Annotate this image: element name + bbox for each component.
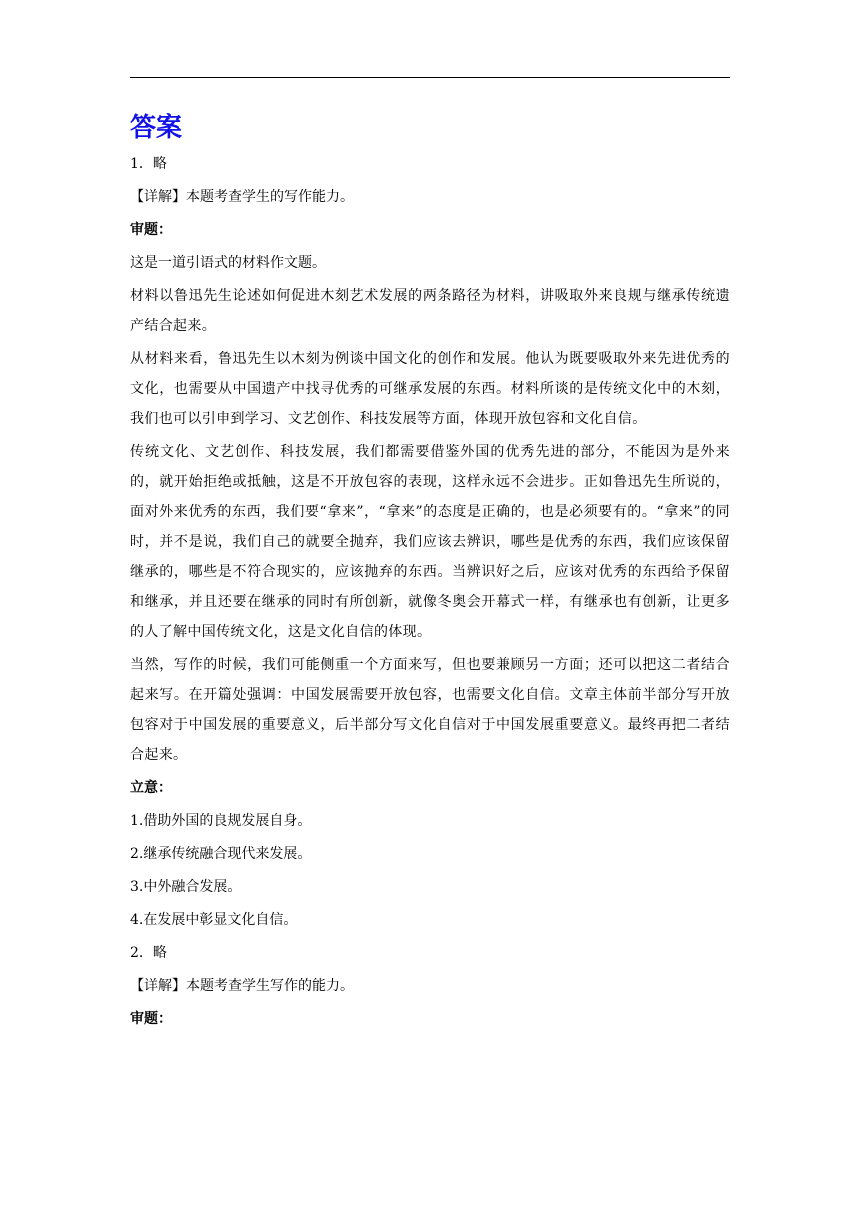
question-1-number: 1．略 [130, 156, 167, 172]
header-rule [130, 77, 730, 78]
question-2-review-label: 审题： [130, 1011, 172, 1027]
question-2-explanation: 【详解】本题考查学生写作的能力。 [130, 978, 354, 994]
question-1-explanation: 【详解】本题考查学生的写作能力。 [130, 189, 354, 205]
intent-item: 4.在发展中彰显文化自信。 [130, 912, 298, 928]
question-1-paragraph: 材料以鲁迅先生论述如何促进木刻艺术发展的两条路径为材料，讲吸取外来良规与继承传统遗产结合起来。 [130, 288, 730, 334]
page-content [130, 108, 730, 1037]
question-1-paragraph: 这是一道引语式的材料作文题。 [130, 255, 326, 271]
question-1-intent-label: 立意： [130, 780, 172, 796]
question-2-number: 2．略 [130, 945, 167, 961]
question-1-paragraph: 当然，写作的时候，我们可能侧重一个方面来写，但也要兼顾另一方面；还可以把这二者结合起来写。在开篇处强调：中国发展需要开放包容，也需要文化自信。文章主体前半部分写开放包容对于中国发展的重要意义，后半部分写文化自信对于中国发展重要意义。最终再把二者结合起来。 [130, 657, 730, 763]
question-1-review-label: 审题： [130, 222, 172, 238]
question-1-paragraph: 从材料来看，鲁迅先生以木刻为例谈中国文化的创作和发展。他认为既要吸取外来先进优秀的文化，也需要从中国遗产中找寻优秀的可继承发展的东西。材料所谈的是传统文化中的木刻，我们也可以引申到学习、文艺创作、科技发展等方面，体现开放包容和文化自信。 [130, 351, 730, 427]
intent-item: 2.继承传统融合现代来发展。 [130, 846, 312, 862]
question-1-paragraph: 传统文化、文艺创作、科技发展，我们都需要借鉴外国的优秀先进的部分，不能因为是外来的，就开始拒绝或抵触，这是不开放包容的表现，这样永远不会进步。正如鲁迅先生所说的，面对外来优秀的东西，我们要“拿来”，“拿来”的态度是正确的，也是必须要有的。“拿来”的同时，并不是说，我们自己的就要全抛弃，我们应该去辨识，哪些是优秀的东西，我们应该保留继承的，哪些是不符合现实的，应该抛弃的东西。当辨识好之后，应该对优秀的东西给予保留和继承，并且还要在继承的同时有所创新，就像冬奥会开幕式一样，有继承也有创新，让更多的人了解中国传统文化，这是文化自信的体现。 [130, 444, 730, 640]
intent-item: 3.中外融合发展。 [130, 879, 242, 895]
intent-item: 1.借助外国的良规发展自身。 [130, 813, 312, 829]
answer-heading: 答案 [130, 113, 183, 143]
